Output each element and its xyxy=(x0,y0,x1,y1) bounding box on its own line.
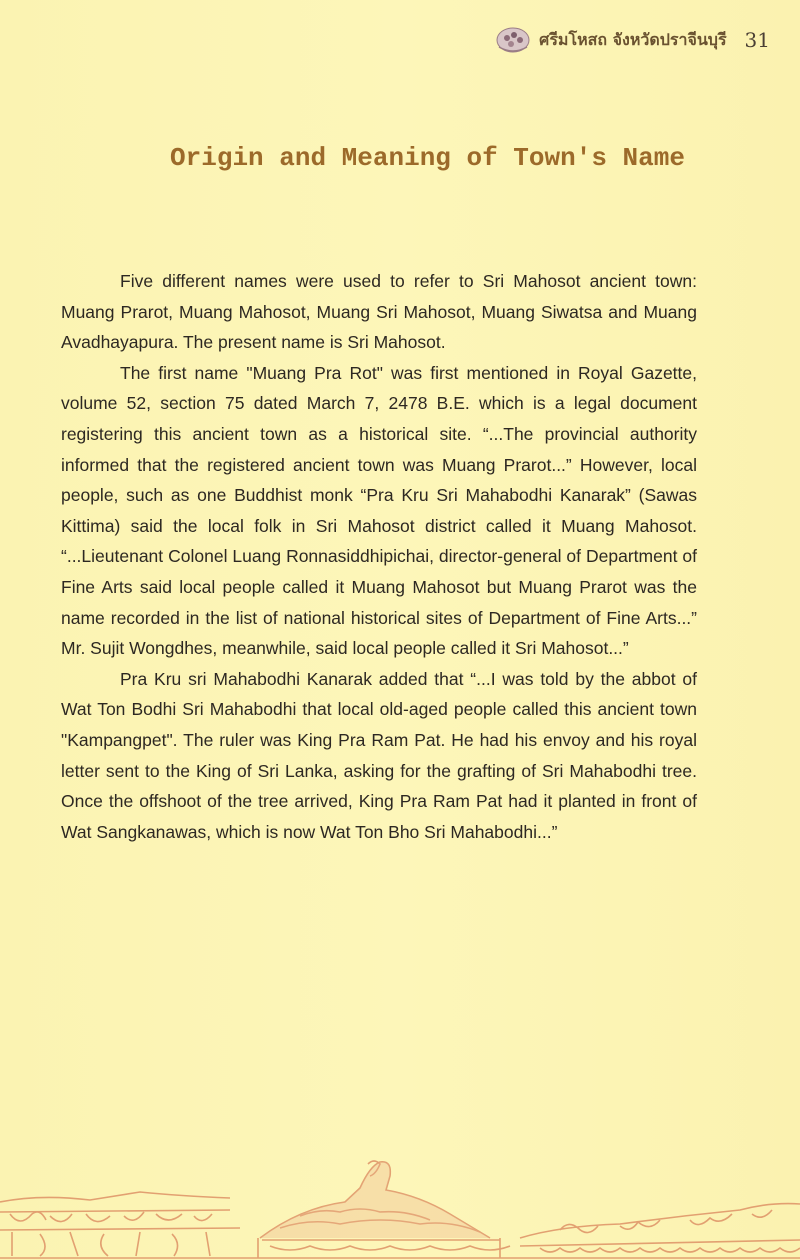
book-title: ศรีมโหสถ จังหวัดปราจีนบุรี xyxy=(539,29,727,49)
running-header xyxy=(495,20,770,60)
emblem-icon xyxy=(495,25,531,55)
page-number: 31 xyxy=(744,28,770,52)
ornamental-ruins-illustration xyxy=(0,1142,800,1260)
page-title: Origin and Meaning of Town's Name xyxy=(170,143,685,173)
body-text xyxy=(61,266,697,847)
paragraph-2: The first name "Muang Pra Rot" was first mentioned in Royal Gazette, volume 52, section 75 dated March 7, 2478 B.E. which is a legal document registering this ancient town as a historical site. “...The provincial authority informed that the registered ancient town was Muang Prarot...” However, local people, such as one Buddhist monk “Pra Kru Sri Mahabodhi Kanarak” (Sawas Kittima) said the local folk in Sri Mahosot district called it Muang Mahosot. “...Lieutenant Colonel Luang Ronnasiddhipichai, director-general of Department of Fine Arts said local people called it Muang Mahosot but Muang Prarot was the name recorded in the list of national historical sites of Department of Fine Arts...” Mr. Sujit Wongdhes, meanwhile, said local people called it Sri Mahosot...” xyxy=(61,362,697,659)
paragraph-1: Five different names were used to refer to Sri Mahosot ancient town: Muang Prarot, Muang Mahosot, Muang Sri Mahosot, Muang Siwatsa and Muang Avadhayapura. The present name is Sri Mahosot. xyxy=(61,271,697,353)
paragraph-3: Pra Kru sri Mahabodhi Kanarak added that “...I was told by the abbot of Wat Ton Bodhi Sri Mahabodhi that local old-aged people called this ancient town "Kampangpet". The ruler was King Pra Ram Pat. He had his envoy and his royal letter sent to the King of Sri Lanka, asking for the grafting of Sri Mahabodhi tree. Once the offshoot of the tree arrived, King Pra Ram Pat had it planted in front of Wat Sangkanawas, which is now Wat Ton Bho Sri Mahabodhi...” xyxy=(61,668,697,842)
